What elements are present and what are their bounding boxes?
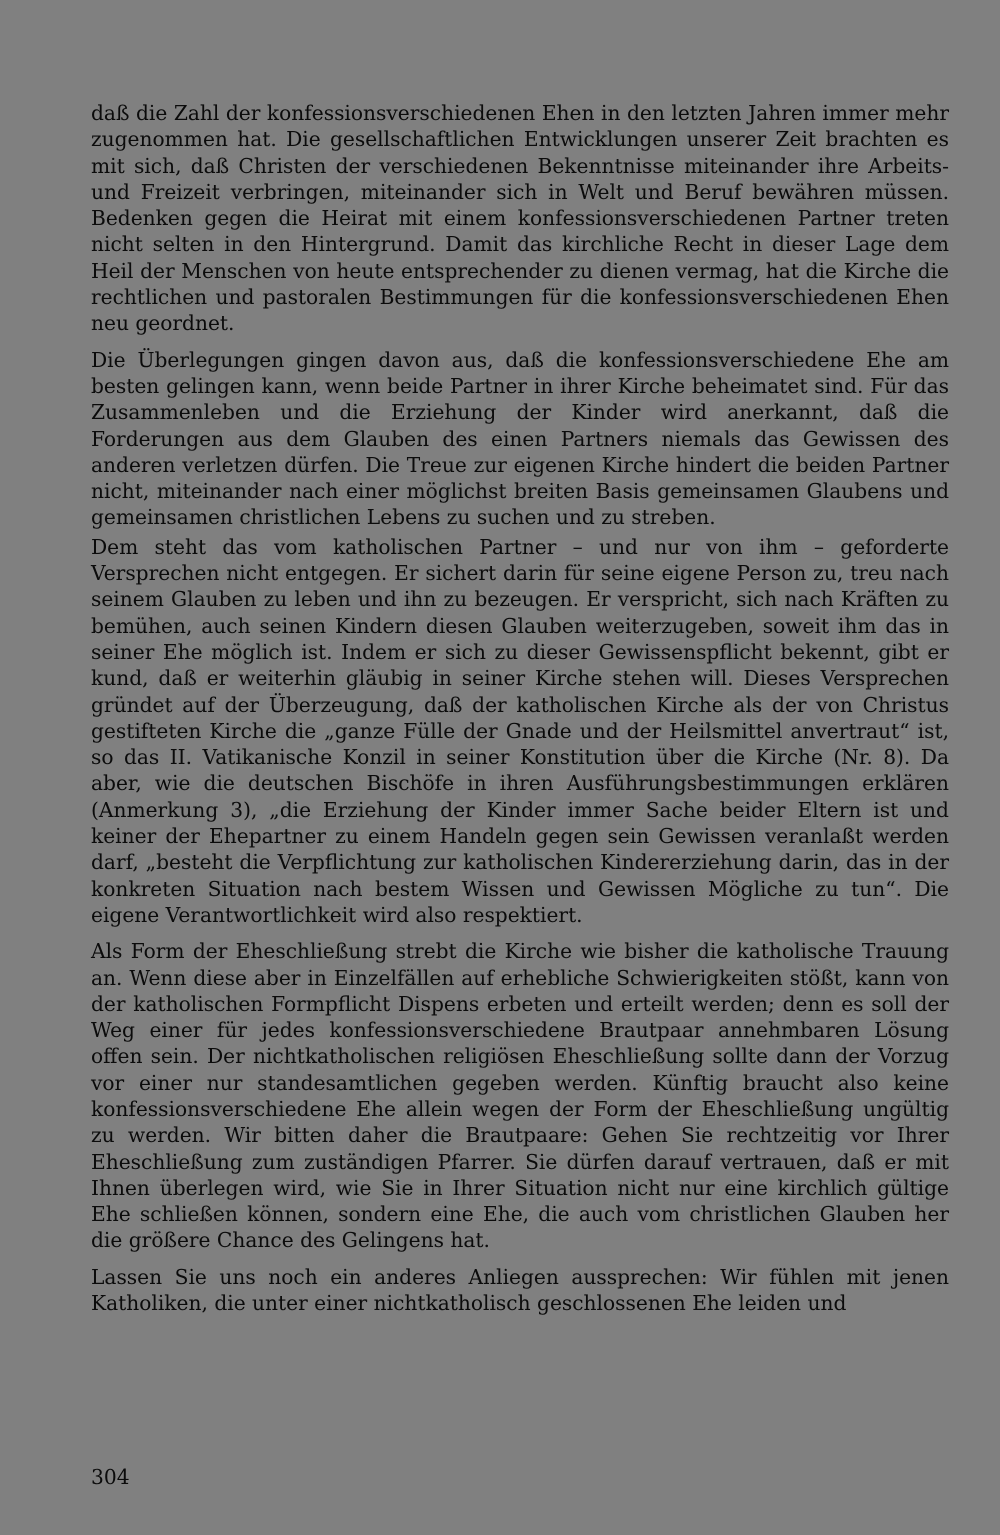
paragraph-5: Lassen Sie uns noch ein anderes Anliegen aussprechen: Wir fühlen mit jenen Katholiken, die unter einer nichtkatholisch geschlossenen Ehe leiden und [91,1264,949,1316]
paragraph-2: Die Überlegungen gingen davon aus, daß die konfessionsverschiedene Ehe am besten gelingen kann, wenn beide Partner in ihrer Kirche beheimatet sind. Für das Zusammenleben und die Erziehung der Kinder wird anerkannt, daß die Forderungen aus dem Glauben des einen Partners niemals das Gewissen des anderen verletzen dürfen. Die Treue zur eigenen Kirche hindert die beiden Partner nicht, miteinander nach einer möglichst breiten Basis gemeinsamen Glaubens und gemeinsamen christlichen Lebens zu suchen und zu streben. [91,347,949,530]
paragraph-1: daß die Zahl der konfessionsverschiedenen Ehen in den letzten Jahren immer mehr zugenommen hat. Die gesellschaftlichen Entwicklungen unserer Zeit brachten es mit sich, daß Christen der verschiedenen Bekenntnisse miteinander ihre Arbeits- und Freizeit verbringen, miteinander sich in Welt und Beruf bewähren müssen. Bedenken gegen die Heirat mit einem konfessionsverschiedenen Partner treten nicht selten in den Hintergrund. Damit das kirchliche Recht in dieser Lage dem Heil der Menschen von heute entsprechender zu dienen vermag, hat die Kirche die rechtlichen und pastoralen Bestimmungen für die konfessionsverschiedenen Ehen neu geordnet. [91,101,949,336]
paragraph-4: Als Form der Eheschließung strebt die Kirche wie bisher die katholische Trauung an. Wenn diese aber in Einzelfällen auf erhebliche Schwierigkeiten stößt, kann von der katholischen Formpflicht Dispens erbeten und erteilt werden; denn es soll der Weg einer für jedes konfessionsverschiedene Brautpaar annehmbaren Lösung offen sein. Der nichtkatholischen religiösen Eheschließung sollte dann der Vorzug vor einer nur standesamtlichen gegeben werden. Künftig braucht also keine konfessionsverschiedene Ehe allein wegen der Form der Eheschließung ungültig zu werden. Wir bitten daher die Brautpaare: Gehen Sie rechtzeitig vor Ihrer Eheschließung zum zuständigen Pfarrer. Sie dürfen darauf vertrauen, daß er mit Ihnen überlegen wird, wie Sie in Ihrer Situation nicht nur eine kirchlich gültige Ehe schließen können, sondern eine Ehe, die auch vom christlichen Glauben her die größere Chance des Gelingens hat. [91,939,949,1253]
paragraph-3: Dem steht das vom katholischen Partner – und nur von ihm – geforderte Versprechen nicht entgegen. Er sichert darin für seine eigene Person zu, treu nach seinem Glauben zu leben und ihn zu bezeugen. Er verspricht, sich nach Kräften zu bemühen, auch seinen Kindern diesen Glauben weiterzugeben, soweit ihm das in seiner Ehe möglich ist. Indem er sich zu dieser Gewissenspflicht bekennt, gibt er kund, daß er weiterhin gläubig in seiner Kirche stehen will. Dieses Versprechen gründet auf der Überzeugung, daß der katholischen Kirche als der von Christus gestifteten Kirche die „ganze Fülle der Gnade und der Heilsmittel anvertraut“ ist, so das II. Vatikanische Konzil in seiner Konstitution über die Kirche (Nr. 8). Da aber, wie die deutschen Bischöfe in ihren Ausführungsbestimmungen erklären (Anmerkung 3), „die Erziehung der Kinder immer Sache beider Eltern ist und keiner der Ehepartner zu einem Handeln gegen sein Gewissen veranlaßt werden darf, „besteht die Verpflichtung zur katholischen Kindererziehung darin, das in der konkreten Situation nach bestem Wissen und Gewissen Mögliche zu tun“. Die eigene Verantwortlichkeit wird also respektiert. [91,534,949,927]
body-text [91,100,949,1316]
page-number: 304 [91,1465,130,1489]
